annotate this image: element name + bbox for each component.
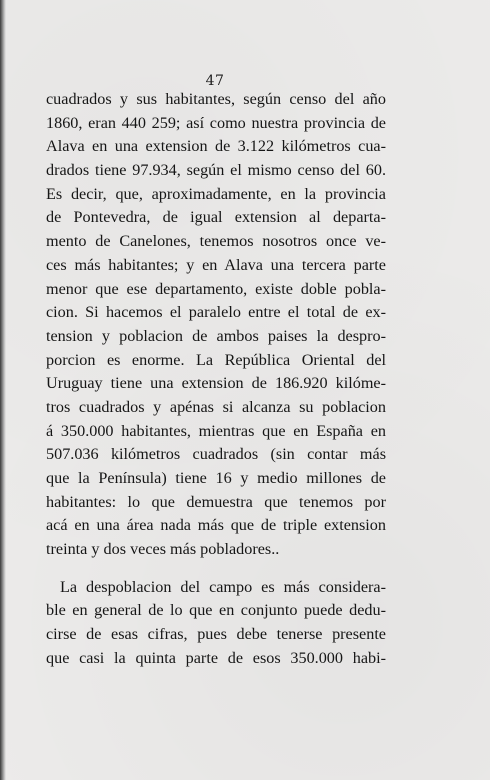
text-line: habitantes: lo que demuestra que tenemos por <box>46 492 386 511</box>
text-line: cuadrados y sus habitantes, según censo del año <box>46 90 386 108</box>
text-line: Uruguay tiene una extension de 186.920 kilóme- <box>46 374 386 393</box>
text-line: 1860, eran 440 259; así como nuestra provincia de <box>46 113 386 132</box>
text-line: tension y poblacion de ambos paises la despro- <box>46 326 386 345</box>
text-line: La despoblacion del campo es más considera- <box>60 577 386 596</box>
text-line: porcion es enorme. La República Oriental del <box>46 350 386 369</box>
text-line: que la Península) tiene 16 y medio millones de <box>46 469 386 487</box>
text-line: mento de Canelones, tenemos nosotros once ve- <box>46 232 386 251</box>
text-line: á 350.000 habitantes, mientras que en España en <box>46 421 386 440</box>
paragraph-1 <box>46 88 386 562</box>
text-line: cirse de esas cifras, pues debe tenerse presente <box>46 625 386 644</box>
body-text <box>46 88 386 671</box>
paragraph-gap <box>46 562 386 576</box>
text-line: tros cuadrados y apénas si alcanza su poblacion <box>46 397 386 416</box>
paragraph-2 <box>46 576 386 671</box>
text-line: drados tiene 97.934, según el mismo censo del 60. <box>46 161 386 180</box>
text-line: Es decir, que, aproximadamente, en la provincia <box>46 184 386 203</box>
text-line: de Pontevedra, de igual extension al departa- <box>46 208 386 227</box>
text-line: que casi la quinta parte de esos 350.000 habi- <box>46 648 386 667</box>
text-line: Alava en una extension de 3.122 kilómetros cua- <box>46 137 386 156</box>
text-line: treinta y dos veces más pobladores.. <box>46 540 280 559</box>
text-line: ble en general de lo que en conjunto puede dedu- <box>46 601 386 620</box>
text-line: menor que ese departamento, existe doble pobla- <box>46 279 386 298</box>
page-number: 47 <box>205 73 225 89</box>
page-edge-shadow <box>0 0 6 780</box>
text-line: cion. Si hacemos el paralelo entre el total de ex- <box>46 303 386 322</box>
text-line: ces más habitantes; y en Alava una tercera parte <box>46 255 386 274</box>
text-line: 507.036 kilómetros cuadrados (sin contar más <box>46 445 386 464</box>
text-line: acá en una área nada más que de triple extension <box>46 516 386 535</box>
